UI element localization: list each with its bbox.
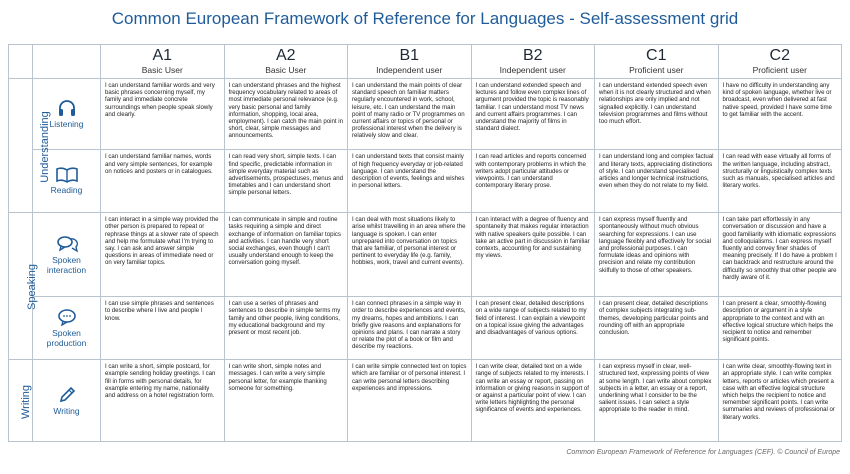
descriptor-writing-a1: I can write a short, simple postcard, for example sending holiday greetings. I can fill in forms with personal details, for example entering my name, nationality and address on a hotel registration form. <box>101 360 225 442</box>
level-header-a2 <box>224 45 348 79</box>
skill-label: Listening <box>49 119 84 130</box>
level-code: C1 <box>646 47 667 64</box>
skill-label: Spoken interaction <box>46 254 87 275</box>
descriptor-listening-c1: I can understand extended speech even when it is not clearly structured and when relationships are only implied and not signalled explicitly. I can understand television programmes and films without too much effort. <box>595 79 719 150</box>
level-label: Proficient user <box>629 65 684 75</box>
level-label: Basic User <box>265 65 307 75</box>
descriptor-reading-c2: I can read with ease virtually all forms of the written language, including abstract, structurally or linguistically complex texts such as manuals, specialised articles and literary works. <box>718 150 842 213</box>
group-label-speaking: Speaking <box>25 264 38 311</box>
descriptor-spoken-production-a2: I can use a series of phrases and sentences to describe in simple terms my family and other people, living conditions, my educational background and my present or most recent job. <box>224 297 348 360</box>
descriptor-spoken-interaction-c1: I can express myself fluently and spontaneously without much obvious searching for expressions. I can use language flexibly and effectively for social and professional purposes. I can formulate ideas and opinions with precision and relate my contribution skilfully to those of other speakers. <box>595 213 719 297</box>
level-label: Independent user <box>376 65 443 75</box>
header-corner-group <box>9 45 33 79</box>
descriptor-listening-b1: I can understand the main points of clear standard speech on familiar matters regularly encountered in work, school, leisure, etc. I can understand the main point of many radio or TV programmes on current affairs or topics of personal or professional interest when the delivery is relatively slow and clear. <box>348 79 472 150</box>
descriptor-reading-a1: I can understand familiar names, words and very simple sentences, for example on notices and posters or in catalogues. <box>101 150 225 213</box>
level-label: Proficient user <box>752 65 807 75</box>
descriptor-spoken-interaction-b1: I can deal with most situations likely to arise whilst travelling in an area where the language is spoken. I can enter unprepared into conversation on topics that are familiar, of personal interest or pertinent to everyday life (e.g. family, hobbies, work, travel and current events). <box>348 213 472 297</box>
level-code: A2 <box>275 47 296 64</box>
descriptor-spoken-production-a1: I can use simple phrases and sentences to describe where I live and people I know. <box>101 297 225 360</box>
level-label: Independent user <box>499 65 566 75</box>
level-code: C2 <box>769 47 790 64</box>
descriptor-reading-b2: I can read articles and reports concerned with contemporary problems in which the writers adopt particular attitudes or viewpoints. I can understand contemporary literary prose. <box>471 150 595 213</box>
level-header-b2 <box>471 45 595 79</box>
skill-row-spoken-interaction <box>9 213 842 297</box>
descriptor-spoken-production-b2: I can present clear, detailed descriptions on a wide range of subjects related to my field of interest. I can explain a viewpoint on a topical issue giving the advantages and disadvantages of various options. <box>471 297 595 360</box>
headphones-icon <box>57 99 77 117</box>
page-title: Common European Framework of Reference for Languages - Self-assessment grid <box>111 9 739 28</box>
skill-label: Spoken production <box>46 328 87 349</box>
descriptor-listening-a1: I can understand familiar words and very basic phrases concerning myself, my family and immediate concrete surroundings when people speak slowly and clearly. <box>101 79 225 150</box>
descriptor-reading-b1: I can understand texts that consist mainly of high frequency everyday or job-related language. I can understand the description of events, feelings and wishes in personal letters. <box>348 150 472 213</box>
descriptor-spoken-production-c1: I can present clear, detailed descriptions of complex subjects integrating sub-themes, developing particular points and rounding off with an appropriate conclusion. <box>595 297 719 360</box>
level-code: B2 <box>522 47 543 64</box>
skill-row-writing <box>9 360 842 442</box>
descriptor-spoken-production-b1: I can connect phrases in a simple way in order to describe experiences and events, my dreams, hopes and ambitions. I can briefly give reasons and explanations for opinions and plans. I can narrate a story or relate the plot of a book or film and describe my reactions. <box>348 297 472 360</box>
descriptor-spoken-interaction-a2: I can communicate in simple and routine tasks requiring a simple and direct exchange of information on familiar topics and activities. I can handle very short social exchanges, even though I can't usually understand enough to keep the conversation going myself. <box>224 213 348 297</box>
open-book-icon <box>56 167 78 183</box>
descriptor-listening-a2: I can understand phrases and the highest frequency vocabulary related to areas of most immediate personal relevance (e.g. very basic personal and family information, shopping, local area, employment). I can catch the main point in short, clear, simple messages and announcements. <box>224 79 348 150</box>
descriptor-listening-b2: I can understand extended speech and lectures and follow even complex lines of argument provided the topic is reasonably familiar. I can understand most TV news and current affairs programmes. I can understand the majority of films in standard dialect. <box>471 79 595 150</box>
group-cell-understanding <box>9 79 51 213</box>
descriptor-spoken-interaction-b2: I can interact with a degree of fluency and spontaneity that makes regular interaction with native speakers quite possible. I can take an active part in discussion in familiar contexts, accounting for and sustaining my views. <box>471 213 595 297</box>
self-assessment-grid <box>8 44 842 442</box>
copyright-footer: Common European Framework of Reference for Languages (CEF). © Council of Europe <box>566 449 840 456</box>
descriptor-writing-c1: I can express myself in clear, well-structured text, expressing points of view at some length. I can write about complex subjects in a letter, an essay or a report, underlining what I consider to be the salient issues. I can select a style appropriate to the reader in mind. <box>595 360 719 442</box>
skill-cell-writing <box>33 360 101 442</box>
skill-row-reading <box>9 150 842 213</box>
descriptor-reading-a2: I can read very short, simple texts. I can find specific, predictable information in simple everyday material such as advertisements, prospectuses, menus and timetables and I can understand short simple personal letters. <box>224 150 348 213</box>
level-code: B1 <box>399 47 420 64</box>
level-header-c1 <box>595 45 719 79</box>
level-header-a1 <box>101 45 225 79</box>
group-cell-writing <box>9 360 33 442</box>
speech-bubbles-icon <box>56 235 78 253</box>
skill-row-listening <box>9 79 842 150</box>
descriptor-listening-c2: I have no difficulty in understanding any kind of spoken language, whether live or broadcast, even when delivered at fast native speed, provided I have some time to get familiar with the accent. <box>718 79 842 150</box>
descriptor-writing-b2: I can write clear, detailed text on a wide range of subjects related to my interests. I can write an essay or report, passing on information or giving reasons in support of or against a particular point of view. I can write letters highlighting the personal significance of events and experiences. <box>471 360 595 442</box>
descriptor-writing-c2: I can write clear, smoothly-flowing text in an appropriate style. I can write complex letters, reports or articles which present a case with an effective logical structure which helps the recipient to notice and remember significant points. I can write summaries and reviews of professional or literary works. <box>718 360 842 442</box>
descriptor-spoken-interaction-a1: I can interact in a simple way provided the other person is prepared to repeat or rephrase things at a slower rate of speech and help me formulate what I'm trying to say. I can ask and answer simple questions in areas of immediate need or on very familiar topics. <box>101 213 225 297</box>
descriptor-spoken-interaction-c2: I can take part effortlessly in any conversation or discussion and have a good familiarity with idiomatic expressions and colloquialisms. I can express myself fluently and convey finer shades of meaning precisely. If I do have a problem I can backtrack and restructure around the difficulty so smoothly that other people are hardly aware of it. <box>718 213 842 297</box>
skill-label: Writing <box>53 405 80 416</box>
descriptor-writing-a2: I can write short, simple notes and messages. I can write a very simple personal letter, for example thanking someone for something. <box>224 360 348 442</box>
pen-icon <box>58 386 76 404</box>
group-label-understanding: Understanding <box>38 110 51 183</box>
level-label: Basic User <box>141 65 183 75</box>
descriptor-spoken-production-c2: I can present a clear, smoothly-flowing description or argument in a style appropriate to the context and with an effective logical structure which helps the recipient to notice and remember significant points. <box>718 297 842 360</box>
level-header-row <box>9 45 842 79</box>
skill-label: Reading <box>50 185 83 196</box>
skill-cell-spoken-production <box>33 297 101 360</box>
descriptor-reading-c1: I can understand long and complex factual and literary texts, appreciating distinctions of style. I can understand specialised articles and longer technical instructions, even when they do not relate to my field. <box>595 150 719 213</box>
skill-row-spoken-production <box>9 297 842 360</box>
descriptor-writing-b1: I can write simple connected text on topics which are familiar or of personal interest. I can write personal letters describing experiences and impressions. <box>348 360 472 442</box>
level-code: A1 <box>152 47 173 64</box>
level-header-c2 <box>718 45 842 79</box>
skill-cell-spoken-interaction <box>33 213 101 297</box>
group-cell-speaking <box>9 213 38 360</box>
speech-bubble-icon <box>57 308 77 326</box>
header-corner-skill <box>33 45 101 79</box>
group-label-writing: Writing <box>20 384 33 419</box>
level-header-b1 <box>348 45 472 79</box>
